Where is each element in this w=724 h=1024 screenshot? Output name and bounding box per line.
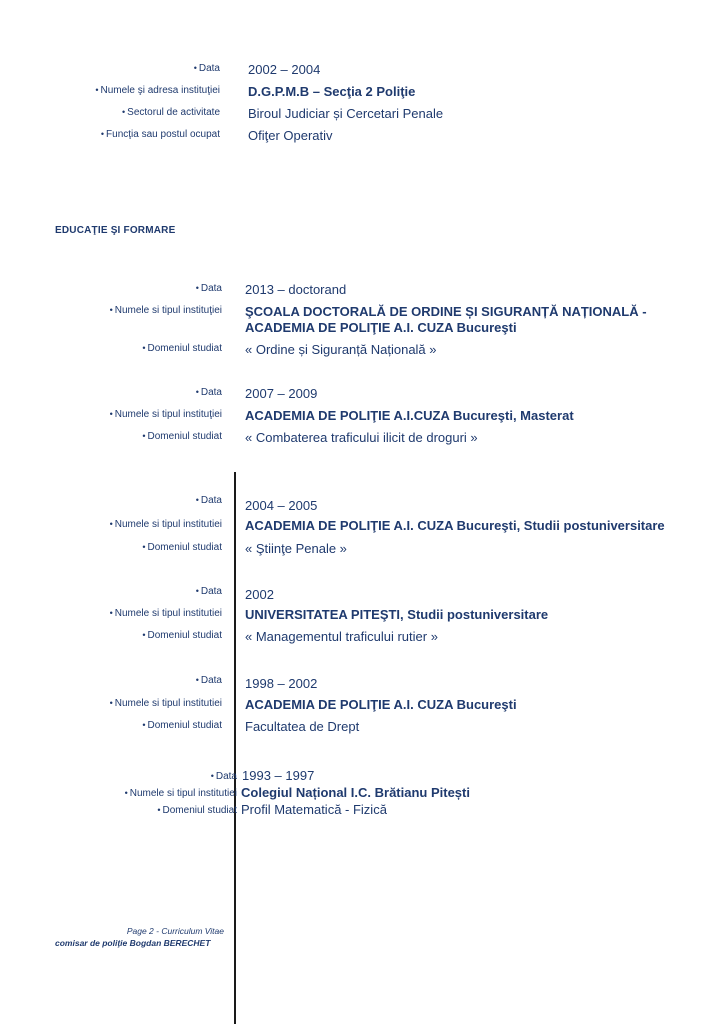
edu-6-inst-label: • Numele si tipul institutiei bbox=[124, 788, 237, 799]
edu-4-inst-label: • Numele si tipul institutiei bbox=[109, 608, 222, 619]
edu-2-date-label: • Data bbox=[195, 387, 222, 398]
exp-position-label: • Funcţia sau postul ocupat bbox=[100, 129, 220, 140]
edu-2-inst-label: • Numele si tipul instituţiei bbox=[109, 409, 222, 420]
edu-4-date-label: • Data bbox=[195, 586, 222, 597]
exp-sector-value: Biroul Judiciar și Cercetari Penale bbox=[248, 106, 444, 121]
edu-1-field-row bbox=[0, 342, 724, 362]
exp-position-row bbox=[0, 128, 724, 148]
edu-1-field-label: • Domeniul studiat bbox=[142, 343, 222, 354]
edu-1-inst-label-text: Numele si tipul instituţiei bbox=[114, 305, 222, 316]
exp-employer-value: D.G.P.M.B – Secţia 2 Poliţie bbox=[248, 84, 416, 99]
edu-6-inst-label-text: Numele si tipul institutiei bbox=[129, 788, 237, 799]
exp-position-value: Ofiţer Operativ bbox=[248, 128, 333, 143]
edu-5-date-row bbox=[0, 674, 724, 694]
edu-6-date-label-text: Data bbox=[215, 771, 237, 782]
footer-author: comisar de poliţie Bogdan BERECHET bbox=[55, 938, 211, 948]
edu-5-field-label: • Domeniul studiat bbox=[142, 720, 222, 731]
edu-2-date-label-text: Data bbox=[200, 387, 222, 398]
edu-6-field-row bbox=[0, 802, 724, 822]
edu-4-field: « Managementul traficului rutier » bbox=[245, 629, 438, 644]
edu-3-date-label-text: Data bbox=[200, 495, 222, 506]
edu-4-inst-row bbox=[0, 607, 724, 627]
edu-2-date-row bbox=[0, 386, 724, 406]
edu-5-field-row bbox=[0, 719, 724, 739]
edu-3-inst-line1: ACADEMIA DE POLIŢIE A.I. CUZA Bucureşti, Studii postuniversitare bbox=[245, 518, 665, 533]
edu-2-inst-row bbox=[0, 408, 724, 428]
edu-3-inst-label-text: Numele si tipul institutiei bbox=[114, 519, 222, 530]
exp-date-label-text: Data bbox=[198, 63, 220, 74]
edu-5-inst-label-text: Numele si tipul institutiei bbox=[114, 698, 222, 709]
edu-2-inst-label-text: Numele si tipul instituţiei bbox=[114, 409, 222, 420]
edu-3-inst-label: • Numele si tipul institutiei bbox=[109, 519, 222, 530]
exp-date-label: • Data bbox=[193, 63, 220, 74]
edu-4-field-row bbox=[0, 629, 724, 649]
edu-4-date: 2002 bbox=[245, 587, 274, 602]
edu-3-date: 2004 – 2005 bbox=[245, 498, 318, 513]
footer-page: Page 2 - Curriculum Vitae bbox=[126, 926, 224, 936]
edu-5-inst-row bbox=[0, 697, 724, 717]
edu-4-field-label-text: Domeniul studiat bbox=[147, 630, 222, 641]
edu-5-inst-line1: ACADEMIA DE POLIŢIE A.I. CUZA Bucureşti bbox=[245, 697, 517, 712]
edu-1-inst-label: • Numele si tipul instituţiei bbox=[109, 305, 222, 316]
edu-2-inst-line1: ACADEMIA DE POLIŢIE A.I.CUZA Bucureşti, Masterat bbox=[245, 408, 574, 423]
edu-5-field: Facultatea de Drept bbox=[245, 719, 360, 734]
edu-1-inst-line1: ŞCOALA DOCTORALĂ DE ORDINE ȘI SIGURANȚĂ NAȚIONALĂ - bbox=[245, 304, 647, 319]
edu-4-field-label: • Domeniul studiat bbox=[142, 630, 222, 641]
edu-6-date: 1993 – 1997 bbox=[242, 768, 315, 783]
edu-1-field-label-text: Domeniul studiat bbox=[147, 343, 222, 354]
edu-4-inst-label-text: Numele si tipul institutiei bbox=[114, 608, 222, 619]
edu-3-field: « Ştiinţe Penale » bbox=[245, 541, 347, 556]
edu-4-inst-line1: UNIVERSITATEA PITEŞTI, Studii postuniversitare bbox=[245, 607, 549, 622]
edu-1-field: « Ordine și Siguranță Națională » bbox=[245, 342, 437, 357]
edu-4-date-row bbox=[0, 585, 724, 605]
edu-6-date-label: • Data bbox=[210, 771, 237, 782]
edu-5-date-label: • Data bbox=[195, 675, 222, 686]
exp-position-label-text: Funcţia sau postul ocupat bbox=[106, 129, 220, 140]
exp-employer-label: • Numele şi adresa instituţiei bbox=[95, 85, 220, 96]
section-title: EDUCAŢIE ŞI FORMARE bbox=[55, 225, 176, 236]
edu-3-date-label: • Data bbox=[195, 495, 222, 506]
exp-employer-label-text: Numele şi adresa instituţiei bbox=[100, 85, 220, 96]
edu-2-field-row bbox=[0, 430, 724, 450]
exp-sector-label-text: Sectorul de activitate bbox=[127, 107, 220, 118]
edu-6-field-label-text: Domeniul studiat bbox=[162, 805, 237, 816]
edu-6-field-label: • Domeniul studiat bbox=[157, 805, 237, 816]
exp-employer-row bbox=[0, 84, 724, 104]
edu-3-date-row bbox=[0, 494, 724, 514]
edu-5-date: 1998 – 2002 bbox=[245, 676, 318, 691]
exp-date-value: 2002 – 2004 bbox=[248, 62, 321, 77]
edu-6-inst-line1: Colegiul Național I.C. Brătianu Pitești bbox=[241, 785, 470, 800]
exp-date-row bbox=[0, 62, 724, 82]
edu-4-date-label-text: Data bbox=[200, 586, 222, 597]
edu-1-inst-line2: ACADEMIA DE POLIŢIE A.I. CUZA Bucureşti bbox=[245, 320, 517, 335]
edu-5-date-label-text: Data bbox=[200, 675, 222, 686]
exp-sector-row bbox=[0, 106, 724, 126]
edu-1-date-label: • Data bbox=[195, 283, 222, 294]
edu-5-inst-label: • Numele si tipul institutiei bbox=[109, 698, 222, 709]
edu-3-field-label: • Domeniul studiat bbox=[142, 542, 222, 553]
edu-6-field: Profil Matematică - Fizică bbox=[241, 802, 387, 817]
edu-3-field-row bbox=[0, 541, 724, 561]
edu-1-date: 2013 – doctorand bbox=[245, 282, 347, 297]
edu-2-field-label: • Domeniul studiat bbox=[142, 431, 222, 442]
edu-1-inst-row2 bbox=[0, 320, 724, 340]
edu-1-date-label-text: Data bbox=[200, 283, 222, 294]
exp-sector-label: • Sectorul de activitate bbox=[122, 107, 220, 118]
edu-2-field: « Combaterea traficului ilicit de droguri » bbox=[245, 430, 478, 445]
edu-3-field-label-text: Domeniul studiat bbox=[147, 542, 222, 553]
edu-2-field-label-text: Domeniul studiat bbox=[147, 431, 222, 442]
edu-1-date-row bbox=[0, 282, 724, 302]
edu-3-inst-row bbox=[0, 518, 724, 538]
edu-5-field-label-text: Domeniul studiat bbox=[147, 720, 222, 731]
edu-2-date: 2007 – 2009 bbox=[245, 386, 318, 401]
